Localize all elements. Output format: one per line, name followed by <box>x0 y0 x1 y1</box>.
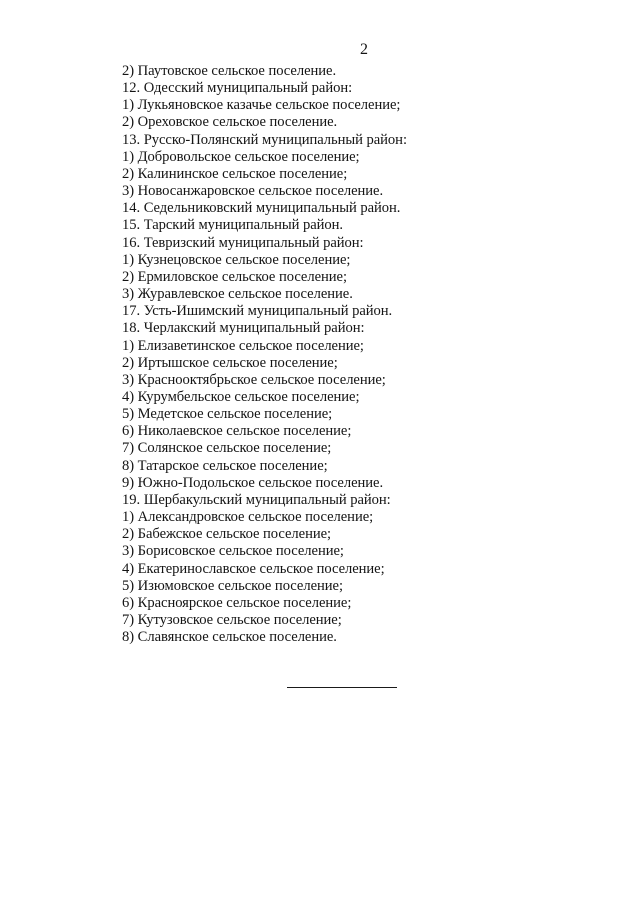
list-item: 15. Тарский муниципальный район. <box>122 217 343 234</box>
page-number: 2 <box>360 41 368 58</box>
list-item: 4) Курумбельское сельское поселение; <box>122 388 360 405</box>
list-item: 9) Южно-Подольское сельское поселение. <box>122 474 384 491</box>
list-item: 4) Екатеринославское сельское поселение; <box>122 560 385 577</box>
list-item: 1) Александровское сельское поселение; <box>122 509 374 526</box>
closing-divider <box>287 687 397 688</box>
list-item: 3) Журавлевское сельское поселение. <box>122 286 353 303</box>
list-item: 18. Черлакский муниципальный район: <box>122 320 365 337</box>
list-item: 8) Татарское сельское поселение; <box>122 457 328 474</box>
list-item: 1) Кузнецовское сельское поселение; <box>122 251 351 268</box>
list-item: 5) Медетское сельское поселение; <box>122 406 333 423</box>
list-item: 3) Новосанжаровское сельское поселение. <box>122 183 384 200</box>
list-item: 3) Борисовское сельское поселение; <box>122 543 344 560</box>
list-item: 2) Ермиловское сельское поселение; <box>122 268 347 285</box>
list-item: 14. Седельниковский муниципальный район. <box>122 200 401 217</box>
list-item: 2) Бабежское сельское поселение; <box>122 526 332 543</box>
list-item: 6) Красноярское сельское поселение; <box>122 594 352 611</box>
list-item: 2) Калининское сельское поселение; <box>122 165 348 182</box>
list-item: 2) Паутовское сельское поселение. <box>122 63 337 79</box>
list-item: 7) Солянское сельское поселение; <box>122 440 332 457</box>
list-item: 3) Красноoктябрьское сельское поселение; <box>122 371 386 388</box>
list-item: 13. Русско-Полянский муниципальный район: <box>122 131 407 148</box>
document-body <box>122 63 407 646</box>
list-item: 1) Лукьяновское казачье сельское поселение; <box>122 97 401 114</box>
list-item: 6) Николаевское сельское поселение; <box>122 423 352 440</box>
list-item: 16. Тевризский муниципальный район: <box>122 234 364 251</box>
list-item: 1) Добровольское сельское поселение; <box>122 148 360 165</box>
list-item: 19. Шербакульский муниципальный район: <box>122 491 391 508</box>
list-item: 7) Кутузовское сельское поселение; <box>122 612 342 628</box>
list-item: 5) Изюмовское сельское поселение; <box>122 577 343 594</box>
list-item: 17. Усть-Ишимский муниципальный район. <box>122 303 393 320</box>
list-item: 12. Одесский муниципальный район: <box>122 80 353 97</box>
list-item: 1) Елизаветинское сельское поселение; <box>122 337 364 354</box>
list-item: 8) Славянское сельское поселение. <box>122 629 337 646</box>
list-item: 2) Ореховское сельское поселение. <box>122 114 338 131</box>
list-item: 2) Иртышское сельское поселение; <box>122 354 338 371</box>
